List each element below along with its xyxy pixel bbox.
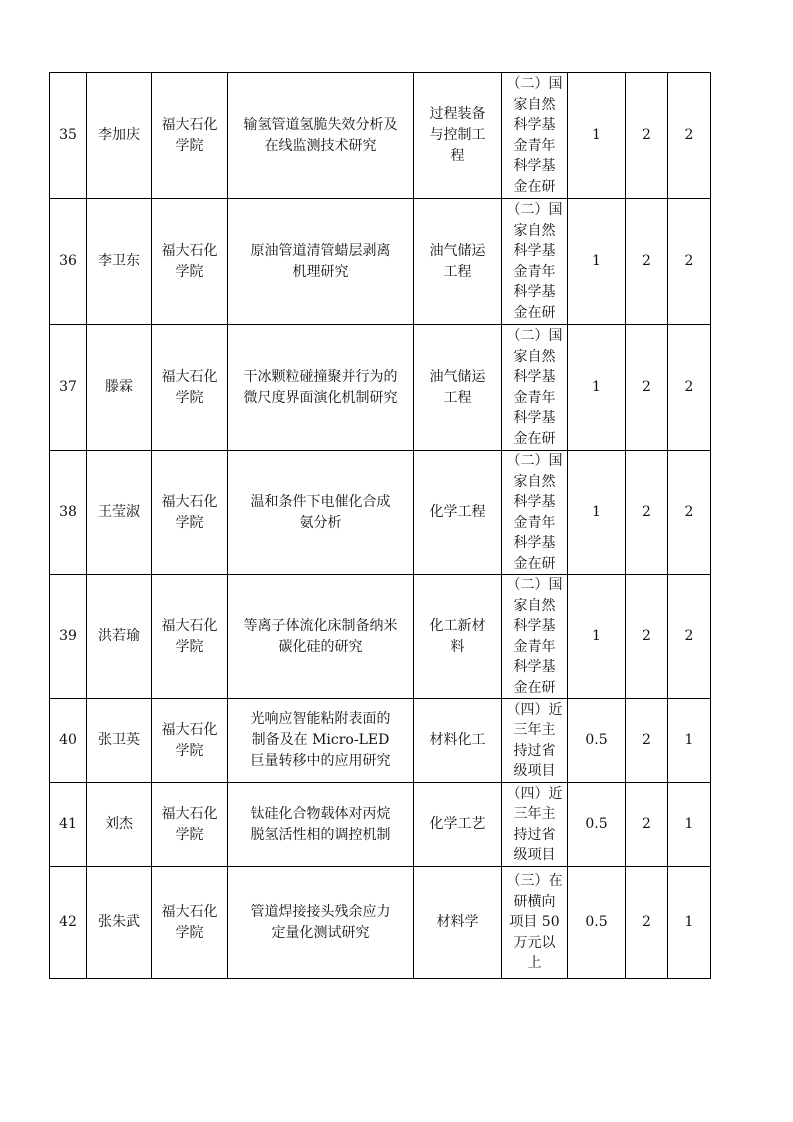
project-category-text: 万元以 — [513, 934, 556, 951]
row-number-text: 42 — [59, 914, 77, 930]
project-category-text: （四）近 — [506, 785, 563, 802]
score-2-cell — [626, 699, 668, 783]
row-number-text: 39 — [59, 628, 77, 644]
college-text: 学院 — [175, 638, 204, 655]
college-text: 福大石化 — [161, 805, 218, 822]
college-cell — [152, 199, 228, 325]
score-2-text: 2 — [642, 732, 651, 748]
major-cell — [414, 73, 502, 199]
project-category-text: 科学基 — [513, 494, 556, 510]
project-category-text: （二）国 — [506, 453, 563, 469]
project-title-text: 巨量转移中的应用研究 — [250, 753, 391, 769]
score-2-text: 2 — [642, 127, 651, 143]
row-number-cell — [50, 199, 87, 325]
applicant-name-cell — [87, 325, 152, 451]
college-text: 福大石化 — [161, 368, 218, 385]
project-category-cell — [502, 867, 568, 979]
project-title-text: 碳化硅的研究 — [278, 638, 363, 655]
project-category-text: 科学基 — [513, 410, 556, 426]
project-category-text: 科学基 — [513, 284, 556, 300]
applicant-name-text: 张卫英 — [98, 732, 140, 748]
college-text: 福大石化 — [161, 242, 218, 259]
college-cell — [152, 73, 228, 199]
project-category-cell — [502, 325, 568, 451]
applicant-name-text: 李卫东 — [98, 253, 140, 269]
score-1-text: 1 — [592, 127, 601, 143]
major-text: 料 — [450, 638, 465, 655]
college-text: 福大石化 — [161, 116, 218, 133]
score-1-text: 0.5 — [585, 732, 608, 748]
score-3-cell — [668, 783, 711, 867]
project-category-text: 金在研 — [513, 178, 556, 195]
project-title-cell — [228, 73, 414, 199]
score-3-text: 1 — [684, 732, 694, 748]
score-2-cell — [626, 199, 668, 325]
score-1-text: 0.5 — [585, 914, 608, 930]
applicant-name-cell — [87, 575, 152, 699]
project-category-text: 级项目 — [513, 847, 556, 863]
row-number-cell — [50, 867, 87, 979]
major-text: 程 — [450, 148, 465, 164]
score-1-cell — [568, 575, 626, 699]
project-category-text: 级项目 — [513, 763, 556, 779]
score-3-cell — [668, 575, 711, 699]
major-cell — [414, 325, 502, 451]
college-text: 学院 — [175, 514, 204, 531]
project-title-text: 输氢管道氢脆失效分析及 — [243, 116, 398, 133]
project-category-text: 金青年 — [513, 638, 556, 655]
score-2-cell — [626, 73, 668, 199]
project-category-text: 研横向 — [513, 893, 556, 910]
score-1-cell — [568, 199, 626, 325]
major-cell — [414, 783, 502, 867]
college-text: 福大石化 — [161, 903, 218, 920]
table-row — [50, 73, 711, 199]
row-number-cell — [50, 699, 87, 783]
score-3-text: 1 — [684, 914, 694, 930]
major-cell — [414, 575, 502, 699]
score-3-cell — [668, 699, 711, 783]
major-text: 化工新材 — [429, 617, 486, 634]
row-number-text: 41 — [59, 816, 77, 832]
project-title-text: 脱氢活性相的调控机制 — [250, 826, 391, 843]
row-number-cell — [50, 73, 87, 199]
score-3-cell — [668, 325, 711, 451]
project-category-text: 金青年 — [513, 137, 556, 154]
project-title-cell — [228, 783, 414, 867]
table-row — [50, 783, 711, 867]
score-3-text: 1 — [684, 816, 694, 832]
score-2-text: 2 — [642, 628, 651, 644]
applicant-name-cell — [87, 199, 152, 325]
project-category-text: 金在研 — [513, 430, 556, 447]
project-category-text: 科学基 — [513, 117, 556, 133]
project-category-text: （三）在 — [506, 873, 563, 890]
score-1-cell — [568, 73, 626, 199]
project-category-text: 金在研 — [513, 555, 556, 572]
row-number-text: 37 — [59, 379, 77, 395]
applicant-name-text: 张朱武 — [98, 914, 140, 930]
table-row — [50, 325, 711, 451]
project-category-text: 科学基 — [513, 618, 556, 634]
project-category-text: 科学基 — [513, 535, 556, 551]
project-category-cell — [502, 699, 568, 783]
project-category-cell — [502, 783, 568, 867]
table-row — [50, 451, 711, 575]
project-category-text: 上 — [527, 955, 542, 972]
project-title-cell — [228, 699, 414, 783]
row-number-cell — [50, 575, 87, 699]
major-text: 化学工程 — [429, 504, 486, 520]
project-category-text: 家自然 — [513, 96, 556, 113]
project-category-text: （二）国 — [506, 76, 563, 92]
project-category-text: （二）国 — [506, 328, 563, 344]
score-1-cell — [568, 783, 626, 867]
project-category-text: 金青年 — [513, 514, 556, 531]
college-cell — [152, 325, 228, 451]
project-category-cell — [502, 199, 568, 325]
project-category-text: 金青年 — [513, 263, 556, 280]
score-3-cell — [668, 73, 711, 199]
score-1-text: 0.5 — [585, 816, 608, 832]
score-3-text: 2 — [684, 628, 694, 644]
project-title-text: 机理研究 — [292, 263, 349, 280]
college-text: 学院 — [175, 826, 204, 843]
score-3-cell — [668, 451, 711, 575]
college-text: 福大石化 — [161, 617, 218, 634]
college-cell — [152, 699, 228, 783]
major-cell — [414, 199, 502, 325]
project-category-text: 项目 50 — [509, 914, 560, 931]
project-title-cell — [228, 199, 414, 325]
project-category-text: 家自然 — [513, 222, 556, 239]
score-2-cell — [626, 451, 668, 575]
college-text: 福大石化 — [161, 721, 218, 738]
score-3-text: 2 — [684, 504, 694, 520]
score-3-text: 2 — [684, 127, 694, 143]
project-title-text: 钛硅化合物载体对丙烷 — [250, 805, 391, 822]
project-title-cell — [228, 575, 414, 699]
major-text: 化学工艺 — [429, 816, 486, 832]
score-1-text: 1 — [592, 379, 601, 395]
row-number-cell — [50, 783, 87, 867]
project-category-cell — [502, 73, 568, 199]
score-2-text: 2 — [642, 253, 651, 269]
applicant-name-text: 洪若瑜 — [98, 628, 140, 644]
college-text: 学院 — [175, 924, 204, 941]
project-title-text: 在线监测技术研究 — [264, 137, 377, 154]
project-title-text: 光响应智能粘附表面的 — [250, 711, 391, 727]
major-cell — [414, 451, 502, 575]
major-text: 与控制工 — [429, 127, 486, 143]
score-2-text: 2 — [642, 504, 651, 520]
score-3-text: 2 — [684, 379, 694, 395]
row-number-text: 35 — [59, 127, 77, 143]
project-category-text: 家自然 — [513, 473, 556, 490]
project-category-text: 家自然 — [513, 597, 556, 614]
score-1-cell — [568, 451, 626, 575]
row-number-text: 40 — [59, 732, 77, 748]
table-row — [50, 199, 711, 325]
applicant-name-cell — [87, 783, 152, 867]
score-1-cell — [568, 867, 626, 979]
college-text: 学院 — [175, 137, 204, 154]
applicant-name-text: 刘杰 — [105, 816, 133, 832]
college-cell — [152, 867, 228, 979]
college-text: 学院 — [175, 263, 204, 280]
project-title-text: 温和条件下电催化合成 — [250, 493, 391, 510]
applicant-name-cell — [87, 699, 152, 783]
project-title-text: 等离子体流化床制备纳米 — [243, 617, 398, 634]
project-category-text: 持过省 — [513, 826, 556, 843]
applicant-name-text: 李加庆 — [98, 127, 140, 143]
project-category-text: （二）国 — [506, 577, 563, 593]
applicant-name-text: 滕霖 — [105, 379, 133, 395]
project-category-cell — [502, 575, 568, 699]
project-title-cell — [228, 867, 414, 979]
project-title-text: 氨分析 — [299, 514, 342, 531]
project-category-text: 金在研 — [513, 304, 556, 321]
major-text: 油气储运 — [429, 368, 486, 385]
row-number-cell — [50, 325, 87, 451]
project-title-cell — [228, 325, 414, 451]
project-category-text: 科学基 — [513, 659, 556, 675]
project-category-text: 科学基 — [513, 158, 556, 174]
applicant-name-cell — [87, 867, 152, 979]
row-number-text: 38 — [59, 504, 77, 520]
major-cell — [414, 699, 502, 783]
project-category-text: 金青年 — [513, 389, 556, 406]
applicant-name-text: 王莹淑 — [98, 504, 140, 520]
major-text: 油气储运 — [429, 242, 486, 259]
project-title-text: 微尺度界面演化机制研究 — [243, 389, 398, 406]
major-cell — [414, 867, 502, 979]
applicant-name-cell — [87, 451, 152, 575]
applicant-name-cell — [87, 73, 152, 199]
project-category-text: （二）国 — [506, 202, 563, 218]
project-title-text: 管道焊接接头残余应力 — [250, 903, 391, 920]
project-title-text: 干冰颗粒碰撞聚并行为的 — [243, 368, 398, 385]
row-number-text: 36 — [59, 253, 77, 269]
score-2-text: 2 — [642, 816, 651, 832]
table-body — [50, 73, 711, 979]
table-row — [50, 575, 711, 699]
major-text: 工程 — [443, 389, 472, 406]
score-3-cell — [668, 199, 711, 325]
college-text: 福大石化 — [161, 493, 218, 510]
project-title-text: 定量化测试研究 — [271, 924, 370, 941]
project-category-text: 三年主 — [513, 722, 556, 738]
score-2-text: 2 — [642, 379, 651, 395]
table-row — [50, 867, 711, 979]
project-category-text: 科学基 — [513, 243, 556, 259]
score-2-cell — [626, 325, 668, 451]
table-row — [50, 699, 711, 783]
score-1-cell — [568, 325, 626, 451]
projects-table — [49, 72, 711, 979]
college-text: 学院 — [175, 742, 204, 759]
row-number-cell — [50, 451, 87, 575]
score-3-cell — [668, 867, 711, 979]
college-cell — [152, 451, 228, 575]
score-1-text: 1 — [592, 628, 601, 644]
project-category-text: （四）近 — [506, 701, 563, 718]
score-2-text: 2 — [642, 914, 651, 930]
project-category-text: 家自然 — [513, 348, 556, 365]
project-title-text: 制备及在 Micro-LED — [251, 732, 390, 748]
major-text: 工程 — [443, 263, 472, 280]
college-cell — [152, 575, 228, 699]
major-text: 材料学 — [436, 914, 479, 930]
score-2-cell — [626, 783, 668, 867]
college-cell — [152, 783, 228, 867]
project-category-text: 科学基 — [513, 369, 556, 385]
major-text: 过程装备 — [429, 106, 486, 122]
project-category-text: 金在研 — [513, 679, 556, 696]
project-category-text: 三年主 — [513, 806, 556, 822]
score-1-text: 1 — [592, 253, 601, 269]
project-category-cell — [502, 451, 568, 575]
project-title-cell — [228, 451, 414, 575]
major-text: 材料化工 — [429, 732, 486, 748]
project-title-text: 原油管道清管蜡层剥离 — [250, 242, 391, 259]
project-category-text: 持过省 — [513, 742, 556, 759]
score-2-cell — [626, 867, 668, 979]
score-1-cell — [568, 699, 626, 783]
score-1-text: 1 — [592, 504, 601, 520]
college-text: 学院 — [175, 389, 204, 406]
score-2-cell — [626, 575, 668, 699]
score-3-text: 2 — [684, 253, 694, 269]
